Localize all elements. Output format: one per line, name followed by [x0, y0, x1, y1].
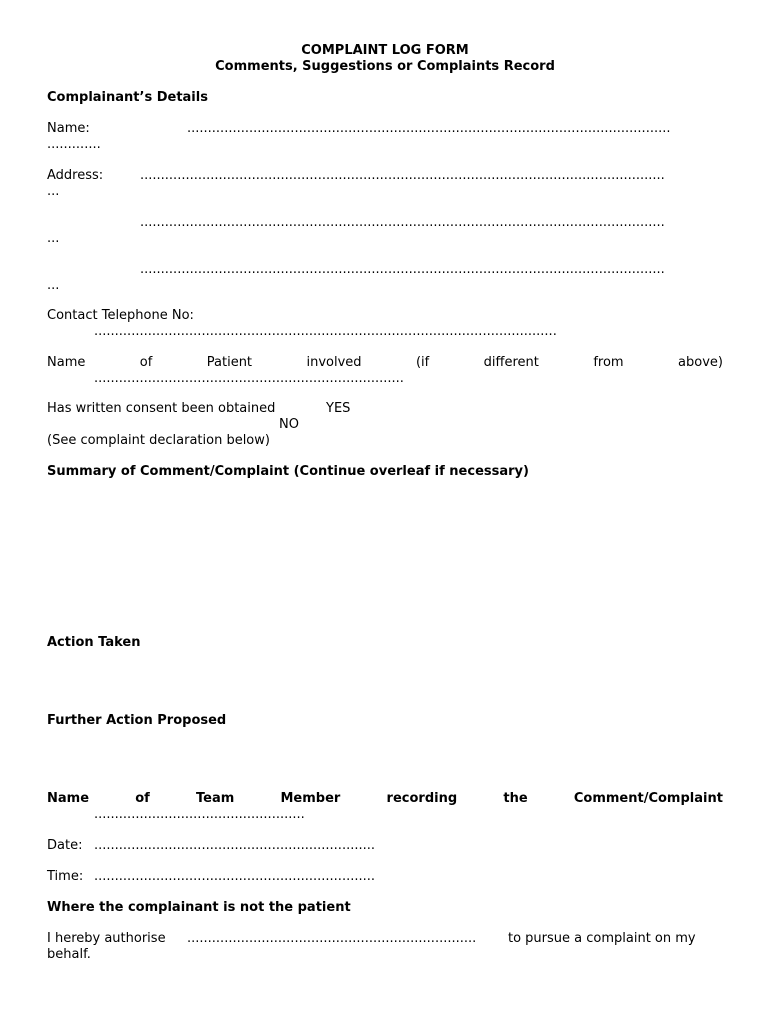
- consent-yes-option[interactable]: YES: [326, 401, 351, 416]
- address-field-line-2[interactable]: ...............................................................................................................................: [140, 215, 665, 230]
- patient-label-word: involved: [306, 355, 362, 370]
- patient-label-word: from: [593, 355, 624, 370]
- team-member-label-word: recording: [386, 791, 458, 806]
- team-member-field[interactable]: ...................................................: [94, 807, 305, 822]
- declaration-heading: Where the complainant is not the patient: [47, 900, 351, 915]
- authorise-name-field[interactable]: ......................................................................: [187, 931, 477, 946]
- address-field-wrap-1: ...: [47, 184, 60, 199]
- further-action-area[interactable]: [47, 733, 723, 783]
- declaration-text-mid: to pursue a complaint on my: [508, 931, 696, 946]
- address-field-wrap-2: ...: [47, 231, 60, 246]
- time-field[interactable]: ....................................................................: [94, 869, 375, 884]
- team-member-label-word: Name: [47, 791, 90, 806]
- form-subtitle: Comments, Suggestions or Complaints Record: [215, 59, 555, 74]
- telephone-label: Contact Telephone No:: [47, 308, 194, 323]
- complainant-details-heading: Complainant’s Details: [47, 90, 208, 105]
- team-member-label-word: Comment/Complaint: [573, 791, 723, 806]
- name-label: Name:: [47, 121, 90, 136]
- address-label: Address:: [47, 168, 104, 183]
- telephone-field[interactable]: ................................................................................................................: [94, 324, 557, 339]
- declaration-text-start: I hereby authorise: [47, 931, 166, 946]
- date-label: Date:: [47, 838, 83, 853]
- address-field-wrap-3: ...: [47, 278, 60, 293]
- further-action-heading: Further Action Proposed: [47, 713, 227, 728]
- patient-label-word: (if: [415, 355, 430, 370]
- action-taken-area[interactable]: [47, 655, 723, 705]
- patient-label-word: Name: [47, 355, 86, 370]
- patient-label-word: of: [139, 355, 153, 370]
- name-field[interactable]: .....................................................................................................................: [187, 121, 671, 136]
- patient-label-word: above): [678, 355, 723, 370]
- consent-note: (See complaint declaration below): [47, 433, 270, 448]
- date-field[interactable]: ....................................................................: [94, 838, 375, 853]
- team-member-label-word: Team: [196, 791, 235, 806]
- patient-name-field[interactable]: ...........................................................................: [94, 371, 404, 386]
- team-member-label-word: the: [503, 791, 528, 806]
- team-member-label-word: Member: [280, 791, 341, 806]
- address-field-line-3[interactable]: ...............................................................................................................................: [140, 262, 665, 277]
- name-field-wrap: .............: [47, 137, 101, 152]
- address-field-line-1[interactable]: ...............................................................................................................................: [140, 168, 665, 183]
- patient-label-word: Patient: [206, 355, 253, 370]
- patient-name-label: [47, 355, 723, 371]
- patient-label-word: different: [483, 355, 539, 370]
- consent-label: Has written consent been obtained: [47, 401, 276, 416]
- time-label: Time:: [47, 869, 84, 884]
- consent-no-option[interactable]: NO: [279, 417, 299, 432]
- team-member-label: [47, 791, 723, 807]
- action-taken-heading: Action Taken: [47, 635, 141, 650]
- form-title: COMPLAINT LOG FORM: [301, 43, 469, 58]
- summary-heading: Summary of Comment/Complaint (Continue overleaf if necessary): [47, 464, 529, 479]
- summary-area[interactable]: [47, 484, 723, 624]
- team-member-label-word: of: [135, 791, 150, 806]
- declaration-text-end: behalf.: [47, 947, 91, 962]
